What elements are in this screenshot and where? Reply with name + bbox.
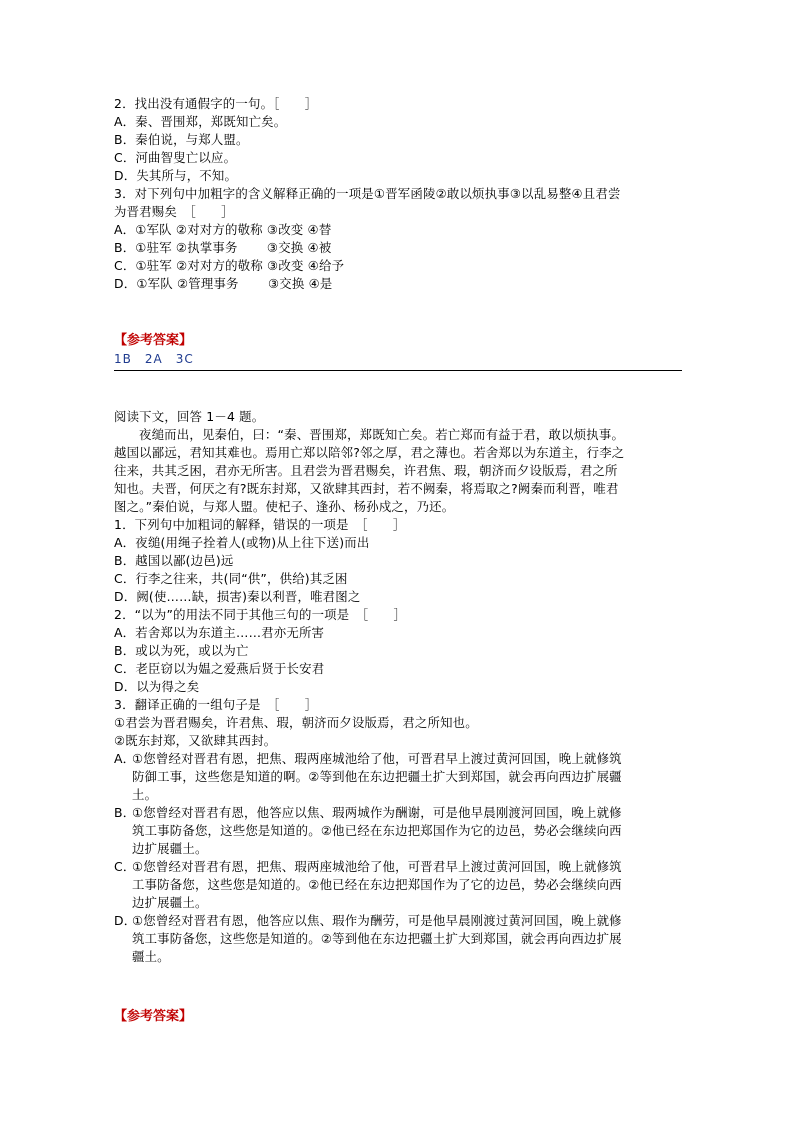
option-d: D．阙(使……缺，损害)秦以利晋，唯君图之: [114, 589, 361, 604]
option-line: ①您曾经对晋君有恩，他答应以焦、瑕作为酬劳，可是他早晨刚渡过黄河回国，晚上就修: [132, 913, 622, 928]
question-2-stem: 2．找出没有通假字的一句。［ ］: [114, 96, 318, 111]
option-label: A．: [114, 751, 136, 766]
reading-intro: 阅读下文，回答 1－4 题。: [114, 409, 265, 424]
question-2-stem: 2．“以为”的用法不同于其他三句的一项是 ［ ］: [114, 607, 407, 622]
question-3-stem-line1: 3．对下列句中加粗字的含义解释正确的一项是①晋军函陵②敢以烦执事③以乱易整④且君尝: [114, 186, 621, 201]
option-c: C．行李之往来，共(同“供”，供给)其乏困: [114, 571, 348, 586]
option-line: 边扩展疆土。: [132, 895, 208, 910]
option-line: 筑工事防备您，这些您是知道的。②他已经在东边把郑国作为它的边邑，势必会继续向西: [132, 823, 622, 838]
option-d-block: [114, 912, 682, 966]
option-line: 土。: [132, 787, 158, 802]
reading-section: [114, 408, 682, 966]
answer-title: 【参考答案】: [114, 333, 193, 348]
option-a: A．夜缒(用绳子拴着人(或物)从上往下送)而出: [114, 535, 370, 550]
sentence-2: ②既东封郑，又欲肆其西封。: [114, 733, 277, 748]
option-c: C．①驻军 ②对对方的敬称 ③改变 ④给予: [114, 258, 345, 273]
option-label: C．: [114, 859, 136, 874]
option-line: 工事防备您，这些您是知道的。②他已经在东边把郑国作为了它的边邑，势必会继续向西: [132, 877, 622, 892]
section-divider: [114, 370, 682, 371]
option-line: 筑工事防备您，这些您是知道的。②等到他在东边把疆土扩大到郑国，就会再向西边扩展: [132, 931, 622, 946]
passage-line: 往来，共其乏困，君亦无所害。且君尝为晋君赐矣，许君焦、瑕，朝济而夕设版焉，君之所: [114, 463, 618, 478]
option-c: C．老臣窃以为媪之爱燕后贤于长安君: [114, 661, 325, 676]
option-line: ①您曾经对晋君有恩，他答应以焦、瑕两城作为酬谢，可是他早晨刚渡河回国，晚上就修: [132, 805, 622, 820]
question-1-stem: 1．下列句中加粗词的解释，错误的一项是 ［ ］: [114, 517, 406, 532]
passage-line: 图之。”秦伯说，与郑人盟。使杞子、逢孙、杨孙戍之，乃还。: [114, 499, 455, 514]
option-b: B．秦伯说，与郑人盟。: [114, 132, 249, 147]
option-b-block: [114, 804, 682, 858]
option-a: A．若舍郑以为东道主……君亦无所害: [114, 625, 325, 640]
option-line: 防御工事，这些您是知道的啊。②等到他在东边把疆土扩大到郑国，就会再向西边扩展疆: [132, 769, 622, 784]
option-line: ①您曾经对晋君有恩，把焦、瑕两座城池给了他，可晋君早上渡过黄河回国，晚上就修筑: [132, 751, 622, 766]
option-line: ①您曾经对晋君有恩，把焦、瑕两座城池给了他，可晋君早上渡过黄河回国，晚上就修筑: [132, 859, 622, 874]
option-c-block: [114, 858, 682, 912]
passage-line: 越国以鄙远，君知其难也。焉用亡郑以陪邻?邻之厚，君之薄也。若舍郑以为东道主，行李之: [114, 445, 625, 460]
option-b: B．越国以鄙(边邑)远: [114, 553, 234, 568]
answer-block-2: [114, 1008, 682, 1026]
option-a: A．秦、晋围郑，郑既知亡矣。: [114, 114, 287, 129]
option-d: D．①军队 ②管理事务 ③交换 ④是: [114, 276, 333, 291]
option-label: D．: [114, 913, 137, 928]
answer-block-1: [114, 332, 682, 368]
sentence-1: ①君尝为晋君赐矣，许君焦、瑕，朝济而夕设版焉，君之所知也。: [114, 715, 478, 730]
option-b: B．或以为死，或以为亡: [114, 643, 249, 658]
option-c: C．河曲智叟亡以应。: [114, 150, 237, 165]
option-label: B．: [114, 805, 136, 820]
option-a-block: [114, 750, 682, 804]
answer-title: 【参考答案】: [114, 1009, 193, 1024]
question-2-block: [114, 95, 682, 293]
option-a: A．①军队 ②对对方的敬称 ③改变 ④替: [114, 222, 332, 237]
passage-line: 夜缒而出，见秦伯，曰：“秦、晋围郑，郑既知亡矣。若亡郑而有益于君，敢以烦执事。: [139, 427, 625, 442]
option-line: 疆土。: [132, 949, 170, 964]
passage-line: 知也。夫晋，何厌之有?既东封郑，又欲肆其西封，若不阙秦，将焉取之?阙秦而利晋，唯君: [114, 481, 619, 496]
option-line: 边扩展疆土。: [132, 841, 208, 856]
question-3-stem-line2: 为晋君赐矣 ［ ］: [114, 204, 234, 219]
option-b: B．①驻军 ②执掌事务 ③交换 ④被: [114, 240, 332, 255]
answer-value: 1B 2A 3C: [114, 352, 194, 366]
question-3-stem: 3．翻译正确的一组句子是 ［ ］: [114, 697, 318, 712]
option-d: D．失其所与，不知。: [114, 168, 238, 183]
option-d: D．以为得之矣: [114, 679, 200, 694]
